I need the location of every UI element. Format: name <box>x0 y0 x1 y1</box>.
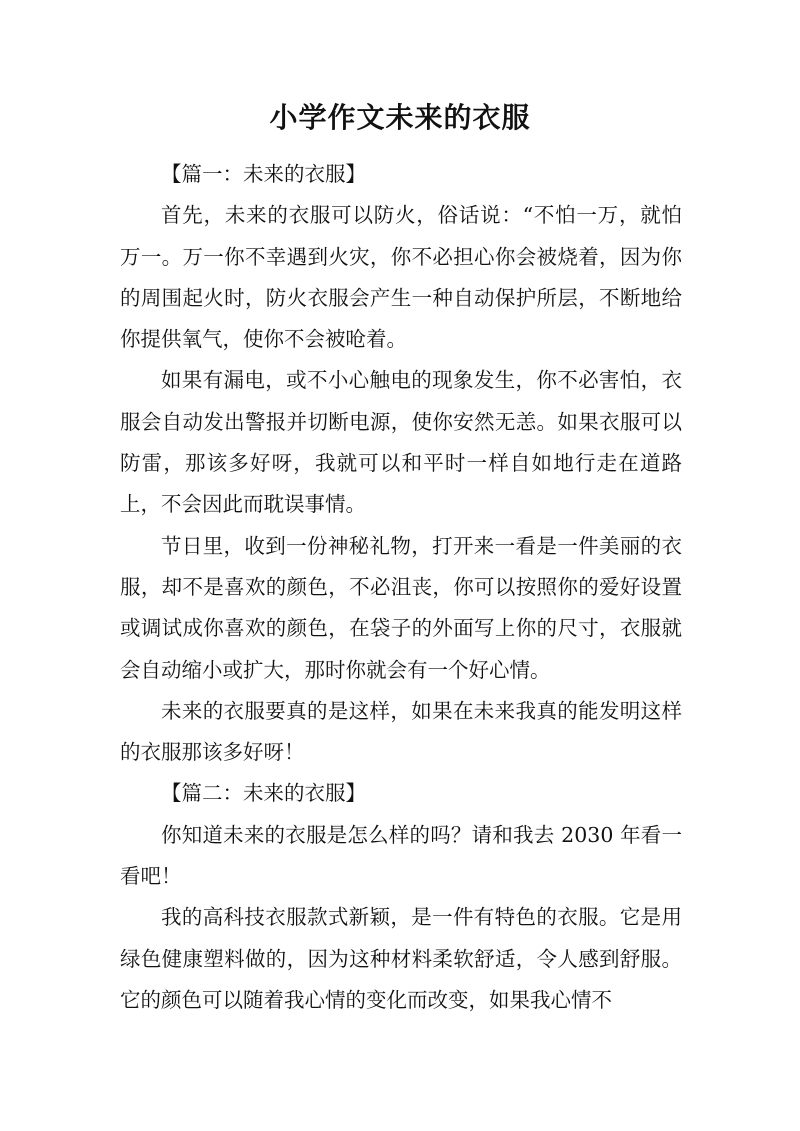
section-heading: 【篇二：未来的衣服】 <box>161 781 366 806</box>
document-body <box>120 154 682 1021</box>
section-heading: 【篇一：未来的衣服】 <box>161 162 366 186</box>
paragraph: 你知道未来的衣服是怎么样的吗？请和我去 2030 年看一看吧！ <box>120 822 682 889</box>
paragraph: 节日里，收到一份神秘礼物，打开来一看是一件美丽的衣服，却不是喜欢的颜色，不必沮丧，你可以按照你的爱好设置或调试成你喜欢的颜色，在袋子的外面写上你的尺寸，衣服就会自动缩小或扩大，那时你就会有一个好心情。 <box>120 533 682 682</box>
document-title: 小学作文未来的衣服 <box>269 101 531 134</box>
paragraph: 如果有漏电，或不小心触电的现象发生，你不必害怕，衣服会自动发出警报并切断电源，使你安然无恙。如果衣服可以防雷，那该多好呀，我就可以和平时一样自如地行走在道路上，不会因此而耽误事情。 <box>120 368 682 517</box>
paragraph: 我的高科技衣服款式新颖，是一件有特色的衣服。它是用绿色健康塑料做的，因为这种材料柔软舒适，令人感到舒服。它的颜色可以随着我心情的变化而改变，如果我心情不 <box>120 905 682 1012</box>
paragraph: 首先，未来的衣服可以防火，俗话说：“不怕一万，就怕万一。万一你不幸遇到火灾，你不必担心你会被烧着，因为你的周围起火时，防火衣服会产生一种自动保护所层，不断地给你提供氧气，使你不会被呛着。 <box>120 203 682 352</box>
paragraph: 未来的衣服要真的是这样，如果在未来我真的能发明这样的衣服那该多好呀！ <box>120 698 682 765</box>
